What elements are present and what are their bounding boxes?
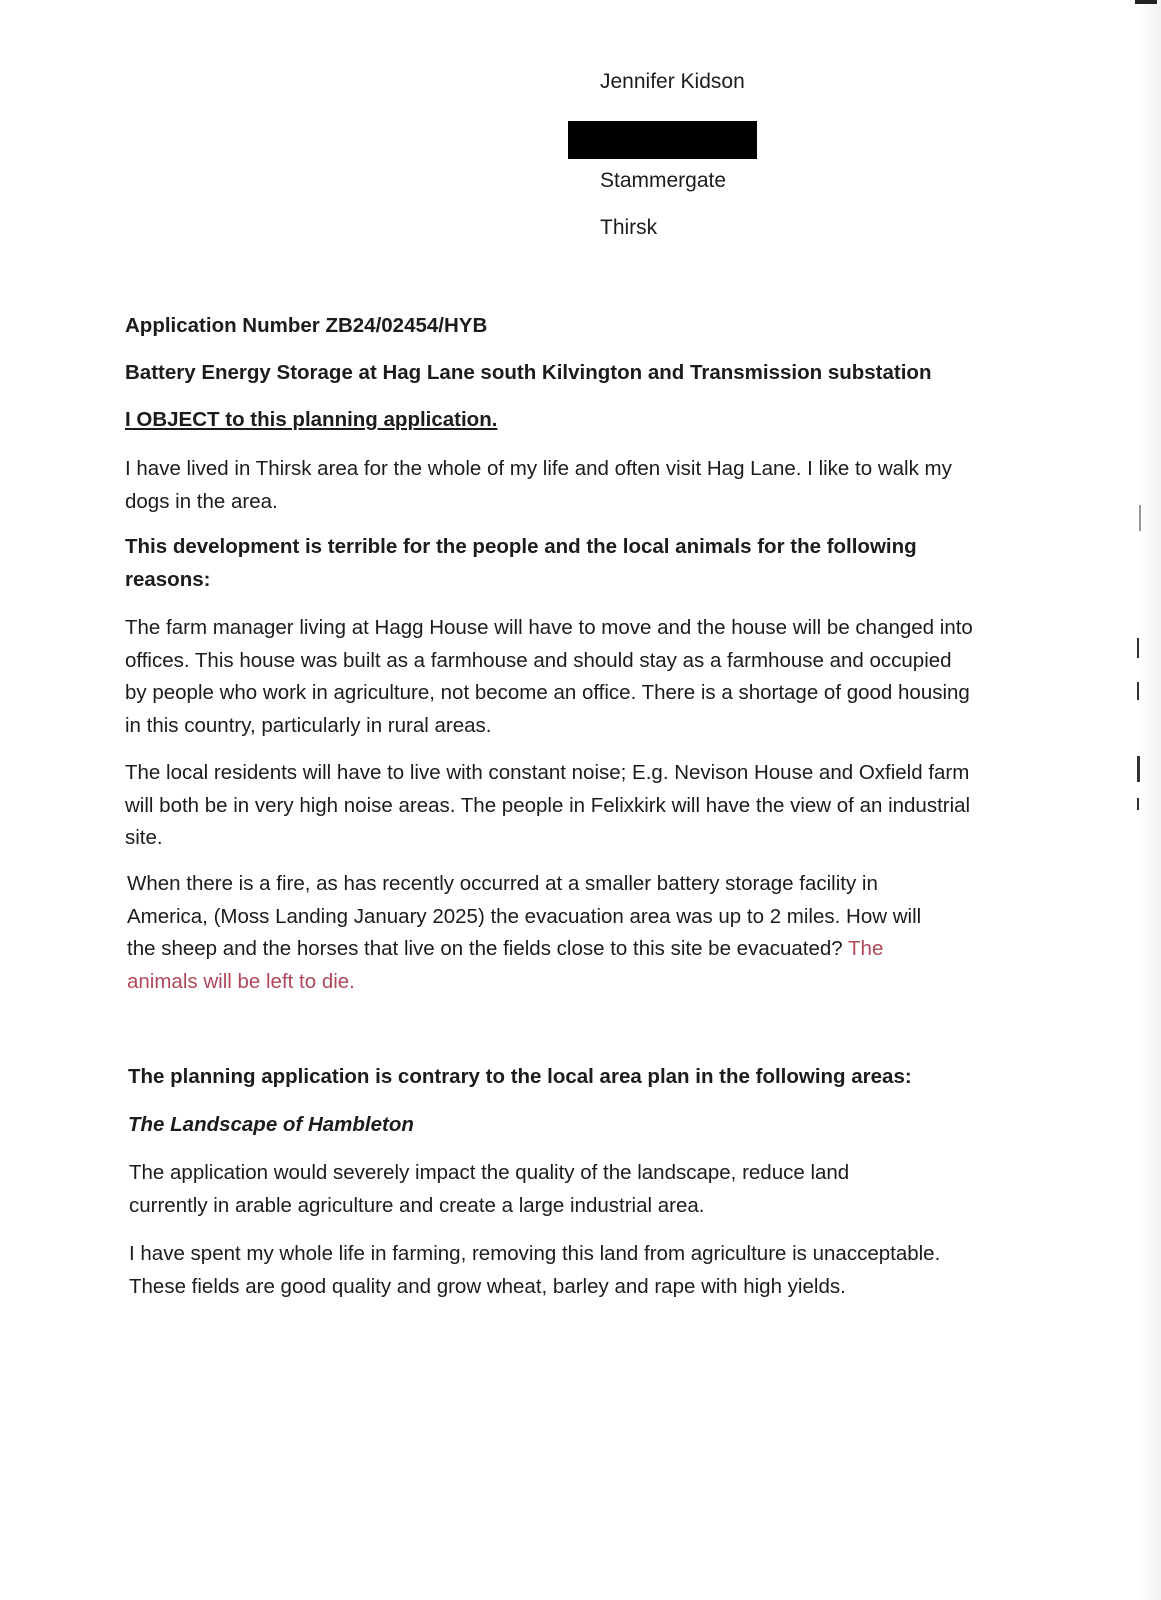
reason-fire-highlight: The animals will be left to die. [127,937,884,993]
sender-street: Stammergate [600,169,727,192]
sender-town: Thirsk [600,216,658,239]
scan-mark [1137,798,1139,810]
application-number: Application Number ZB24/02454/HYB [125,314,488,337]
scan-corner-mark [1135,0,1157,4]
objection-statement: I OBJECT to this planning application. [125,408,498,431]
landscape-farming-paragraph: I have spent my whole life in farming, removing this land from agriculture is unacceptable. These fields are good quality and grow wheat, barley and rape with high yields. [129,1242,941,1298]
sender-name: Jennifer Kidson [600,70,745,93]
scan-mark [1137,756,1140,782]
scan-mark [1137,682,1139,700]
redacted-address-line [568,121,757,159]
reasons-heading: This development is terrible for the people and the local animals for the following reasons: [125,535,917,591]
scan-mark [1137,638,1139,658]
landscape-impact-paragraph: The application would severely impact the quality of the landscape, reduce land currently in arable agriculture and create a large industrial area. [129,1161,850,1217]
application-title: Battery Energy Storage at Hag Lane south Kilvington and Transmission substation [125,361,932,384]
landscape-heading: The Landscape of Hambleton [128,1113,414,1136]
scan-edge-shadow [1139,0,1161,1600]
reason-noise: The local residents will have to live with constant noise; E.g. Nevison House and Oxfield farm will both be in very high noise areas. The people in Felixkirk will have the view of an industrial site. [125,761,971,849]
reason-fire [127,868,947,998]
plan-heading: The planning application is contrary to the local area plan in the following areas: [128,1065,912,1088]
reason-farm-manager: The farm manager living at Hagg House will have to move and the house will be changed into offices. This house was built as a farmhouse and should stay as a farmhouse and occupied by people who work in agriculture, not become an office. There is a shortage of good housing in this country, particularly in rural areas. [125,616,973,737]
intro-paragraph: I have lived in Thirsk area for the whole of my life and often visit Hag Lane. I like to walk my dogs in the area. [125,457,952,513]
reason-fire-text: When there is a fire, as has recently occurred at a smaller battery storage facility in America, (Moss Landing January 2025) the evacuation area was up to 2 miles. How will the sheep and the horses that live on the fields close to this site be evacuated? [127,872,922,960]
scan-mark [1139,505,1141,531]
